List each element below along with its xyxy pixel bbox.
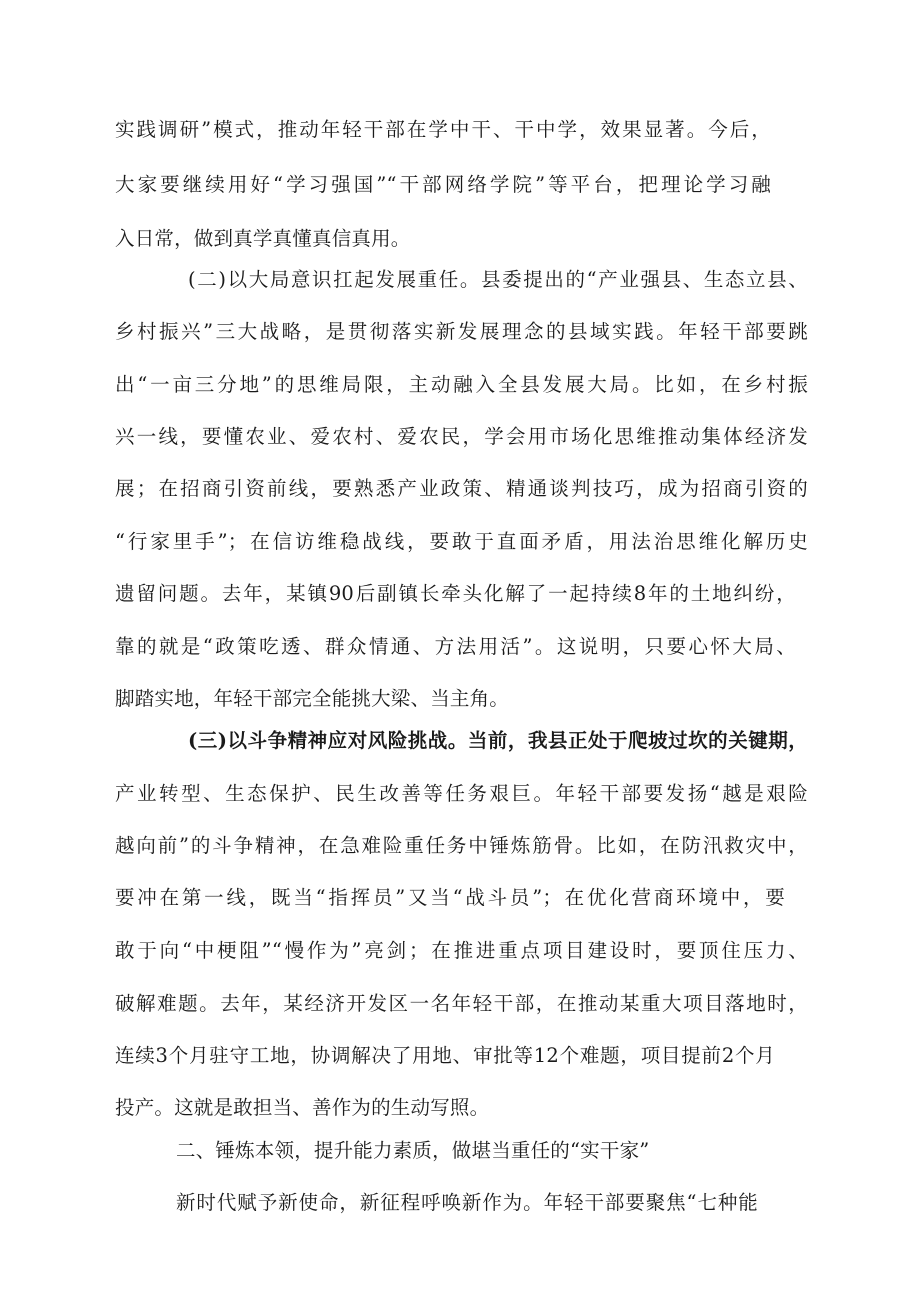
paragraph-line: 投产。这就是敢担当、善作为的生动写照。 [115,1096,490,1119]
paragraph-line: 脚踏实地，年轻干部完全能挑大梁、当主角。 [115,687,510,710]
paragraph-line: 兴一线，要懂农业、爱农村、爱农民，学会用市场化思维推动集体经济发 [115,425,808,448]
paragraph-line: 乡村振兴”三大战略，是贯彻落实新发展理念的县域实践。年轻干部要跳 [115,320,808,343]
paragraph-line: 大家要继续用好“学习强国”“干部网络学院”等平台，把理论学习融 [115,173,771,196]
paragraph-line: 破解难题。去年，某经济开发区一名年轻干部，在推动某重大项目落地时， [115,992,808,1015]
paragraph-line: 敢于向“中梗阻”“慢作为”亮剑；在推进重点项目建设时，要顶住压力、 [115,939,808,962]
paragraph-line: 靠的就是“政策吃透、群众情通、方法用活”。这说明，只要心怀大局、 [115,635,796,658]
paragraph-line: 新时代赋予新使命，新征程呼唤新作为。年轻干部要聚焦“七种能 [176,1191,758,1214]
paragraph-line: 越向前”的斗争精神，在急难险重任务中锤炼筋骨。比如，在防汛救灾中， [115,834,808,857]
paragraph-line: 产业转型、生态保护、民生改善等任务艰巨。年轻干部要发扬“越是艰险 [115,782,808,805]
paragraph-line: 实践调研”模式，推动年轻干部在学中干、干中学，效果显著。今后， [115,118,771,141]
paragraph-line: 入日常，做到真学真懂真信真用。 [115,227,411,250]
section-heading: 二、锤炼本领，提升能力素质，做堪当重任的“实干家” [176,1139,650,1162]
paragraph-line: 出“一亩三分地”的思维局限，主动融入全县发展大局。比如，在乡村振 [115,373,808,396]
section-heading-3: (三)以斗争精神应对风险挑战。当前，我县正处于爬坡过坎的关键期， [188,729,808,752]
section-heading-2: (二)以大局意识扛起发展重任。县委提出的“产业强县、生态立县、 [188,268,808,291]
paragraph-line: “行家里手”；在信访维稳战线，要敢于直面矛盾，用法治思维化解历史 [115,530,808,553]
paragraph-line: 要冲在第一线，既当“指挥员”又当“战斗员”；在优化营商环境中，要 [115,886,785,909]
paragraph-line: 连续3个月驻守工地，协调解决了用地、审批等12个难题，项目提前2个月 [115,1044,775,1067]
paragraph-line: 展；在招商引资前线，要熟悉产业政策、精通谈判技巧，成为招商引资的 [115,477,808,500]
paragraph-line: 遗留问题。去年，某镇90后副镇长牵头化解了一起持续8年的土地纠纷， [115,582,796,605]
